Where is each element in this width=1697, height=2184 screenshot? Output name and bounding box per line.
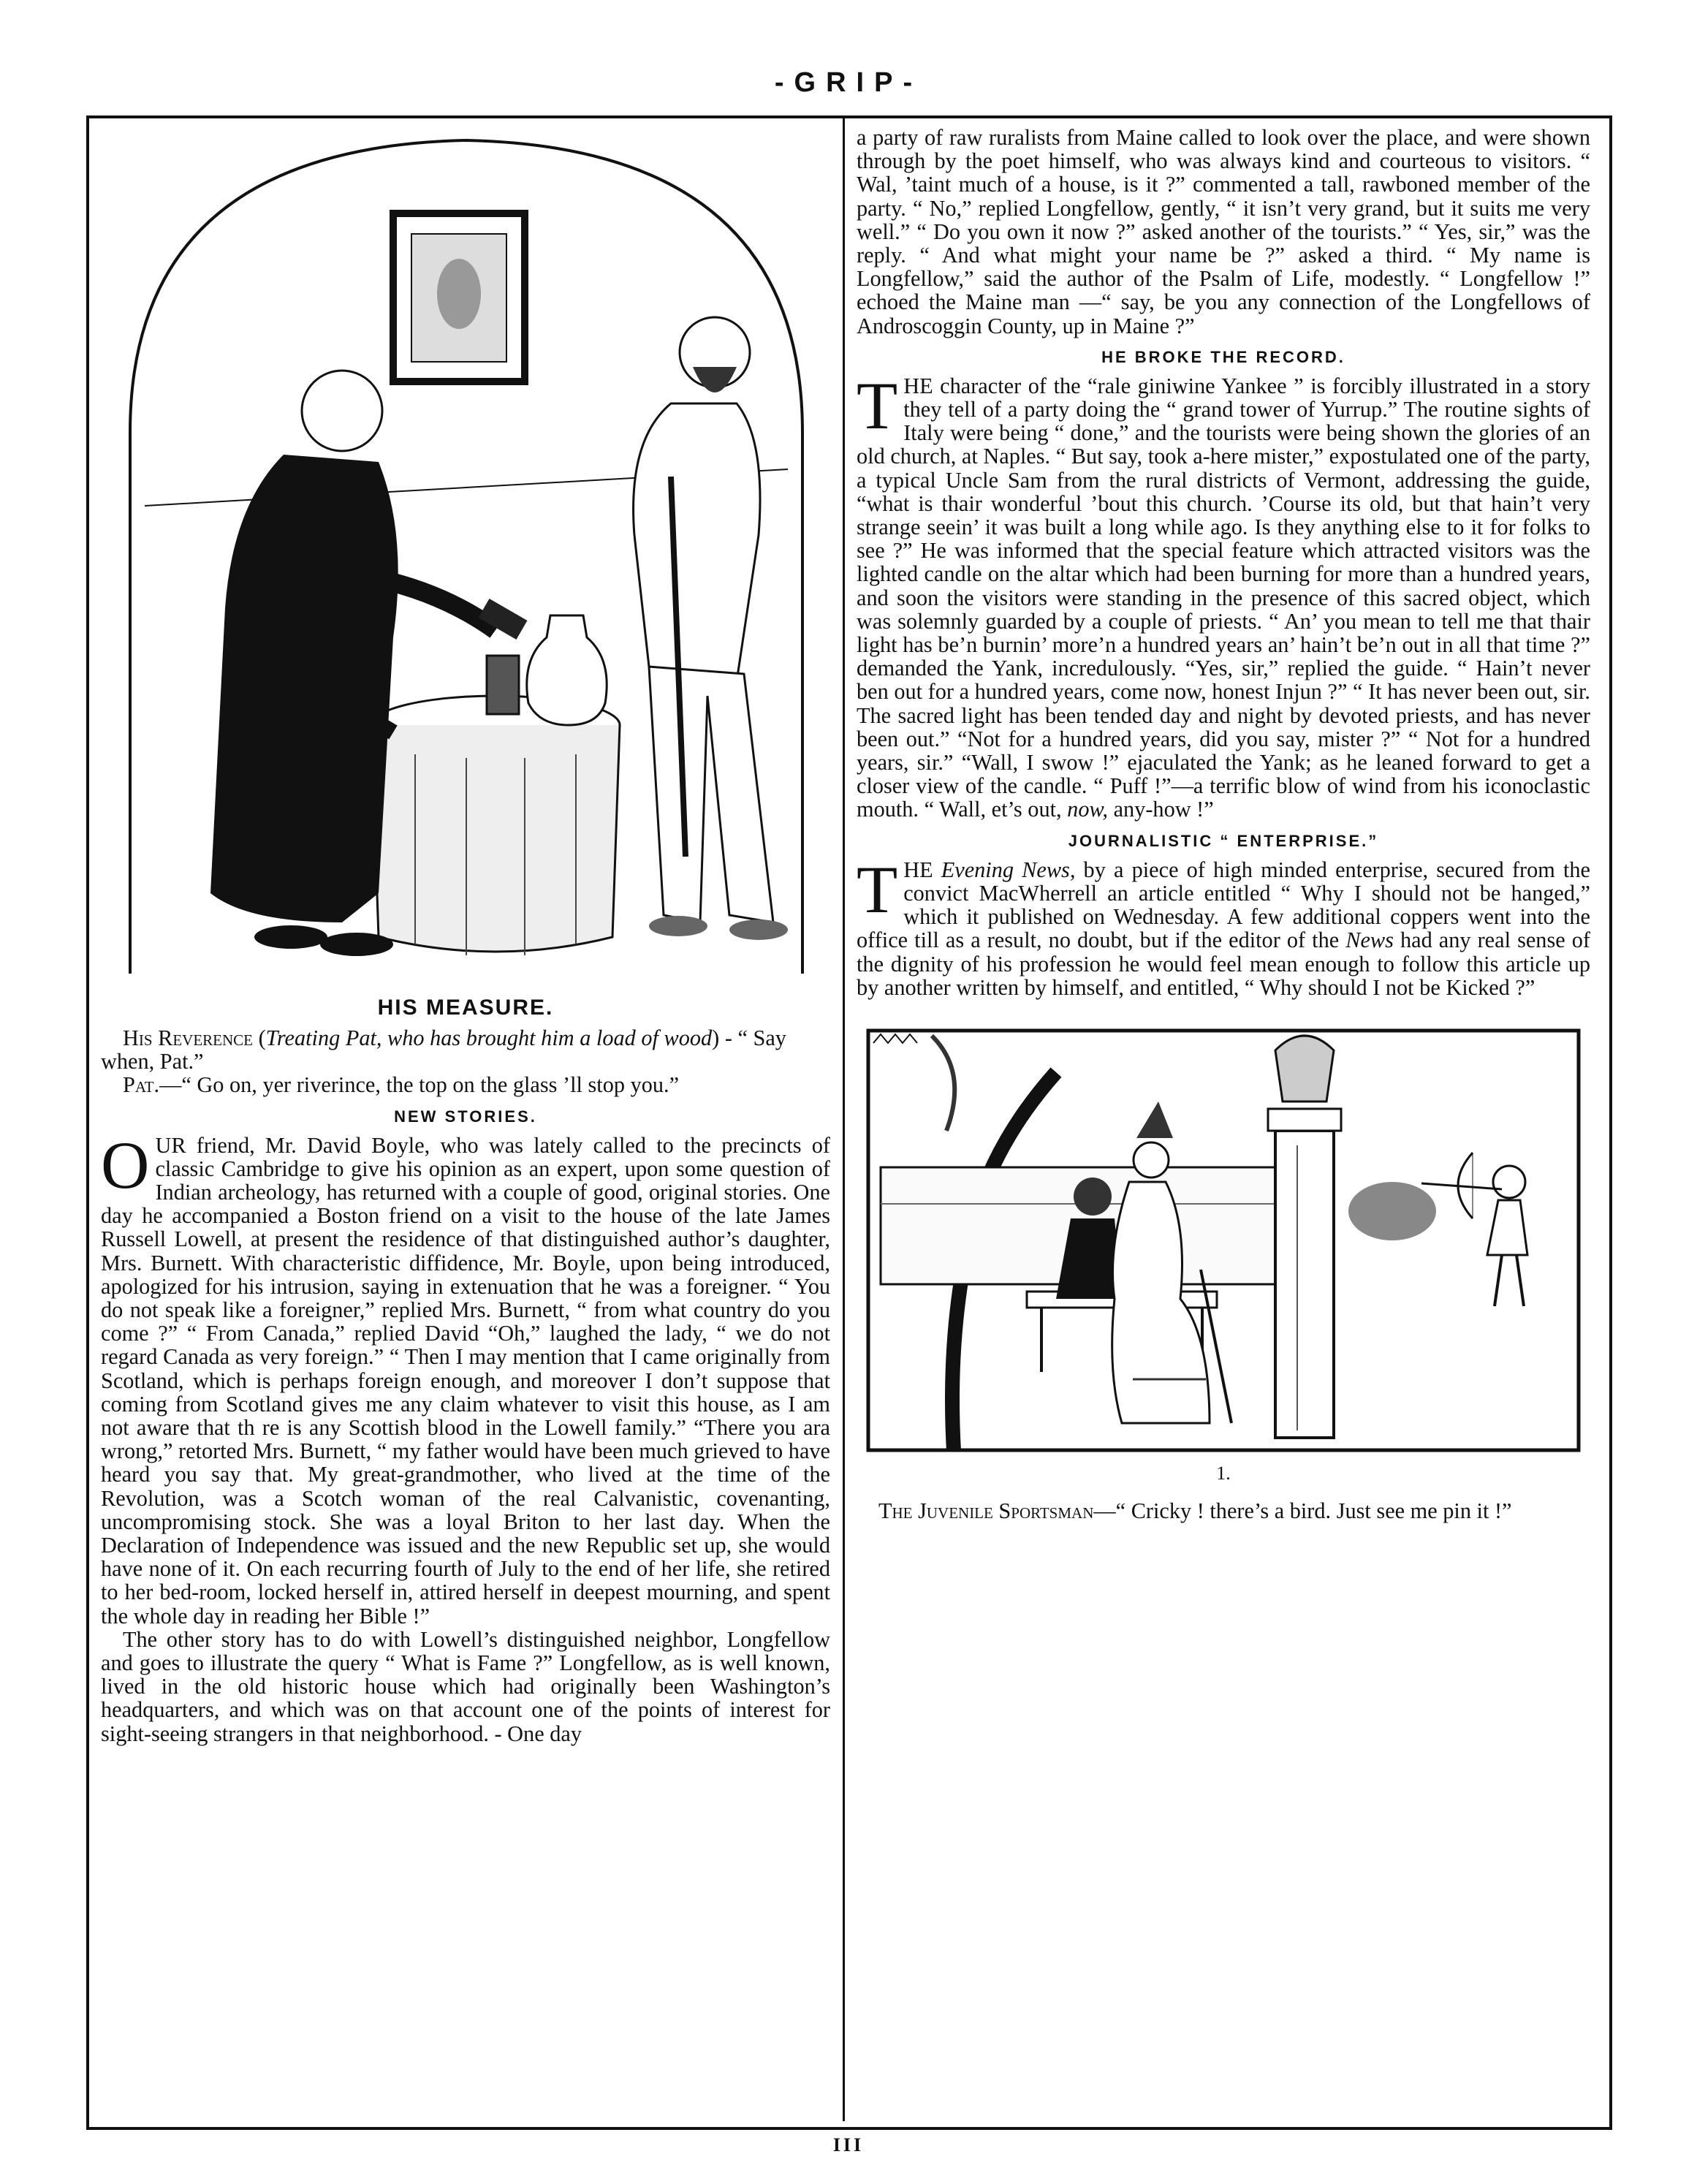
speaker-pat: Pat. <box>123 1072 160 1098</box>
journal-news: News <box>1345 928 1394 953</box>
left-column <box>101 126 830 1745</box>
new-stories-heading: NEW STORIES. <box>394 1107 537 1126</box>
broke-record-heading: HE BROKE THE RECORD. <box>1101 347 1345 366</box>
his-measure-title: HIS MEASURE. <box>377 996 554 1020</box>
his-measure-illustration <box>101 126 830 988</box>
journalistic-enterprise-heading: JOURNALISTIC “ ENTERPRISE.” <box>1068 831 1379 850</box>
juvenile-sportsman-caption <box>857 1499 1590 1523</box>
speech-say-when: - “ Say when, Pat.” <box>101 1025 786 1074</box>
speaker-juvenile-sportsman: The Juvenile Sportsman <box>878 1498 1094 1523</box>
broke-record-text: HE character of the “rale giniwine Yankee ” is forcibly illustrated in a story they tell of a party doing the “ grand tower of Yurrup.” The routine sights of Italy were being “ done,” and the tourists were being shown the glories of an old church, at Naples. “ But say, took a-here mister,” expostulated one of the party, a typical Uncle Sam from the rural districts of Vermont, addressing the guide, “what is thair wonderful ’bout this church. ’Course its old, but that hain’t very strange seein’ it was built a long while ago. Is they anything else to it for folks to see ?” He was informed that the special feature which attracted visitors was the lighted candle on the altar which had been burning for more than a hundred years, and soon the visitors were standing in the presence of this sacred object, which was solemnly guarded by a couple of priests. “ An’ you mean to tell me that thair light has be’n burnin’ more’n a hundred years an’ hain’t be’n out in all that time ?” demanded the Yank, incredulously. “Yes, sir,” replied the guide. “ Hain’t never ben out for a hundred years, come now, honest Injun ?” “ It has never been out, sir. The sacred light has been tended day and night by devoted priests, and has never been out.” “Not for a hundred years, did you say, mister ?” “ Not for a hundred years, sir.” “Wall, I swow !” ejaculated the Yank; as he leaned forward to get a closer view of the candle. “ Puff !”—a terrific blow of wind from his iconoclastic mouth. “ Wall, et’s out, <box>857 373 1590 822</box>
journal-evening-news: Evening News, <box>941 857 1076 882</box>
page-number: III <box>832 2134 865 2155</box>
stage-direction: Treating Pat, who has brought him a load of wood <box>265 1025 713 1050</box>
his-measure-caption-1: His Reverence (Treating Pat, who has brought him a load of wood) - “ Say when, Pat.” <box>101 1025 786 1074</box>
dropcap-o: O <box>101 1127 150 1202</box>
new-stories-paragraph-2: The other story has to do with Lowell’s distinguished neighbor, Longfellow and goes to illustrate the query “ What is Fame ?” Longfellow, as is well known, lived in the old historic house which had originally been Washington’s headquarters, and which was on that account one of the points of interest for sight-seeing strangers in that neighborhood. - One day <box>101 1626 830 1746</box>
column-divider <box>843 118 845 2121</box>
new-stories-text-1: UR friend, Mr. David Boyle, who was lately called to the precincts of classic Cambridge to give his opinion as an expert, upon some question of Indian archeology, has returned with a couple of good, original stories. One day he accompanied a Boston friend on a visit to the house of the late James Russell Lowell, at present the residence of that distinguished author’s daughter, Mrs. Burnett. With characteristic diffidence, Mr. Boyle, upon being introduced, apologized for his intrusion, saying in extenuation that he was a foreigner. “ You do not speak like a foreigner,” replied Mrs. Burnett, “ from what country do you come ?” “ From Canada,” replied David “Oh,” laughed the lady, “ we do not regard Canada as very foreign.” “ Then I may mention that I came originally from Scotland, which is perhaps foreign enough, and moreover I don’t suppose that coming from Scotland gives me any claim whatever to visit this house, as I am not aware that th re is any Scottish blood in the Lowell family.” “There you ara wrong,” retorted Mrs. Burnett, “ my father would have been much grieved to have heard you say that. My great-grandmother, who lived at the time of the Revolution, was a Scotch woman of the real Calvanistic, covenanting, uncompromising stock. She was a loyal Briton to her last day. When the Declaration of Independence was issued and the new Republic set up, she would have none of it. On each recurring fourth of July to the end of her life, she retired to her bed-room, locked herself in, attired herself in deepest mourning, and spent the whole day in reading her Bible !” <box>101 1132 830 1628</box>
masthead: -GRIP- <box>774 67 923 98</box>
new-stories-paragraph-1 <box>101 1127 830 1628</box>
plate-number: 1. <box>1216 1462 1231 1484</box>
journalistic-enterprise-paragraph <box>857 852 1590 1000</box>
journal-text-c: had any real sense of the dignity of his profession he would feel mean enough to follow this article up by another written by himself, and entitled, “ Why should I not be Kicked ?” <box>857 928 1590 1000</box>
right-column <box>857 126 1590 1523</box>
dropcap-t: T <box>857 368 898 443</box>
speaker-his-reverence: His Reverence <box>123 1025 253 1050</box>
journal-text-a: HE <box>903 857 941 882</box>
dropcap-t-2: T <box>857 852 898 927</box>
speech-go-on: —“ Go on, yer riverince, the top on the glass ’ll stop you.” <box>159 1072 680 1098</box>
longfellow-continued: a party of raw ruralists from Maine called to look over the place, and were shown through by the poet himself, who was always kind and courteous to visitors. “ Wal, ’taint much of a house, is it ?” commented a tall, rawboned member of the party. “ No,” replied Longfellow, gently, “ it isn’t very grand, but it suits me very well.” “ Do you own it now ?” asked another of the tourists.” “ Yes, sir,” was the reply. “ And what might your name be ?” asked a third. “ My name is Longfellow,” said the author of the Psalm of Life, modestly. “ Longfellow !” echoed the Maine man —“ say, be you any connection of the Longfellows of Androscoggin County, up in Maine ?” <box>857 125 1590 338</box>
his-measure-caption-2 <box>101 1073 830 1096</box>
caption-cricky: —“ Cricky ! there’s a bird. Just see me pin it !” <box>1093 1498 1512 1523</box>
broke-record-italic: now, <box>1067 797 1109 822</box>
journal-text-b: by a piece of high minded enterprise, secured from the convict MacWherrell an article entitled “ Why I should not be hanged,” which it published on Wednesday. A few additional coppers went into the office till as a result, no doubt, but if the editor of the <box>857 857 1590 953</box>
juvenile-sportsman-illustration <box>866 1028 1581 1452</box>
broke-record-paragraph <box>857 368 1590 822</box>
broke-record-end: any-how !” <box>1108 797 1214 822</box>
